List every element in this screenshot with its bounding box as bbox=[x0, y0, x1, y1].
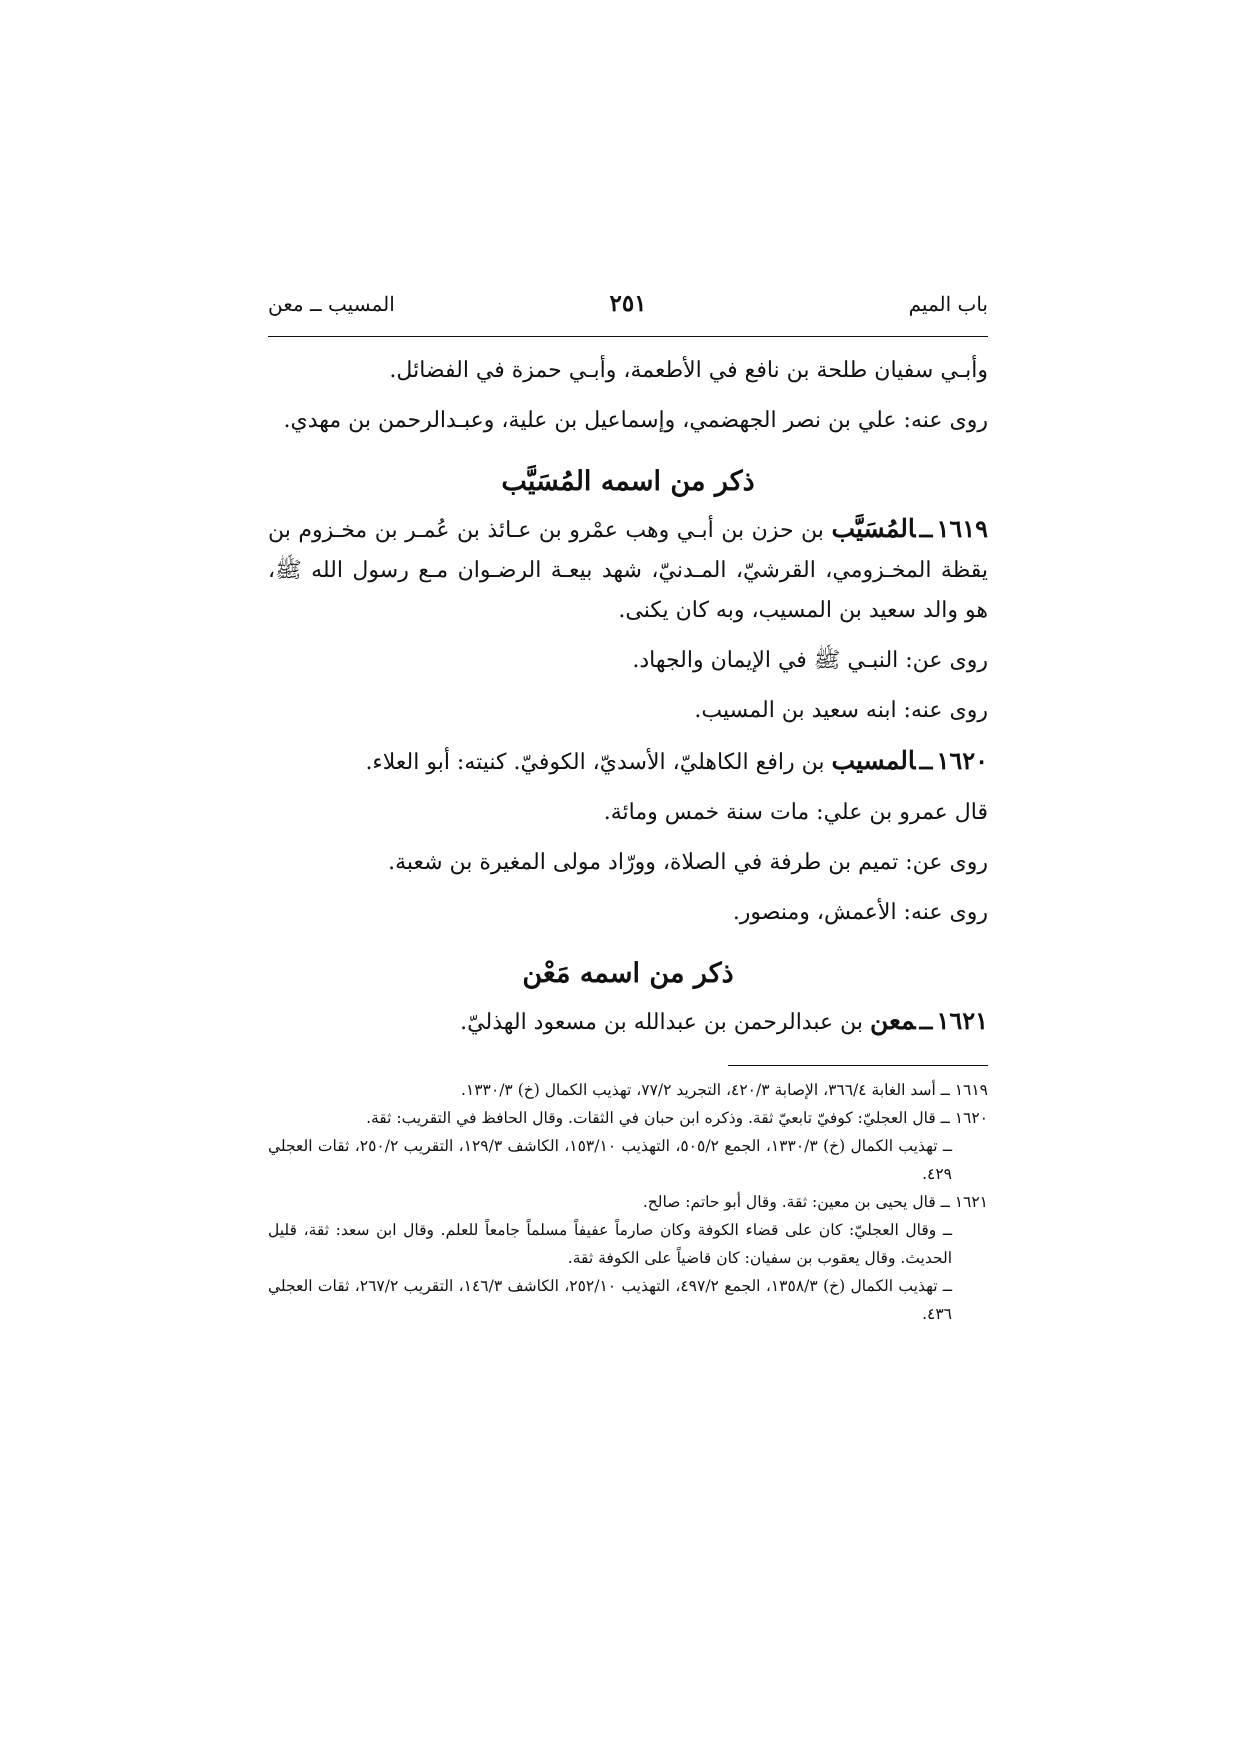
entry-name: معن bbox=[870, 1006, 916, 1035]
narrated-by: روى عنه: الأعمش، ومنصور. bbox=[732, 900, 988, 925]
narrated-from: روى عن: تميم بن طرفة في الصلاة، وورّاد مولى المغيرة بن شعبة. bbox=[388, 850, 988, 875]
entry-number: ١٦١٩ bbox=[936, 514, 988, 543]
paragraph: وأبـي سفيان طلحة بن نافع في الأطعمة، وأبـي حمزة في الفضائل. bbox=[389, 358, 988, 383]
entry-text: بن عبدالرحمن بن عبدالله بن مسعود الهذليّ. bbox=[460, 1010, 863, 1035]
page-number: ٢٥١ bbox=[609, 290, 647, 317]
footnote-rule bbox=[728, 1065, 988, 1066]
entry-number: ١٦٢٠ bbox=[936, 746, 988, 775]
entry-range: المسيب ــ معن bbox=[268, 292, 395, 316]
footnote: ١٦١٩ ــ أسد الغابة ٣٦٦/٤، الإصابة ٤٢٠/٣، التجريد ٧٧/٢، تهذيب الكمال (خ) ١٣٣٠/٣. bbox=[460, 1081, 988, 1099]
footnote: ١٦٢١ ــ قال يحيى بن معين: ثقة. وقال أبو حاتم: صالح. bbox=[642, 1193, 988, 1211]
death-note: قال عمرو بن علي: مات سنة خمس ومائة. bbox=[603, 800, 988, 825]
book-page bbox=[268, 290, 988, 1328]
section-title: ذكر من اسمه مَعْن bbox=[522, 958, 734, 989]
footnote-continuation: ــ تهذيب الكمال (خ) ١٣٥٨/٣، الجمع ٤٩٧/٢، التهذيب ٢٥٢/١٠، الكاشف ١٤٦/٣، التقريب ٢٦٧/٢، ثقات العجلي ٤٣٦. bbox=[268, 1277, 952, 1323]
header-rule bbox=[268, 336, 988, 337]
entry-name: المُسَيَّب bbox=[831, 514, 916, 543]
entry-number: ١٦٢١ bbox=[936, 1006, 988, 1035]
paragraph: روى عنه: علي بن نصر الجهضمي، وإسماعيل بن علية، وعبـدالرحمن بن مهدي. bbox=[283, 408, 988, 433]
dash-separator: ــ bbox=[919, 1009, 933, 1035]
footnote-continuation: ــ تهذيب الكمال (خ) ١٣٣٠/٣، الجمع ٥٠٥/٢، التهذيب ١٥٣/١٠، الكاشف ١٢٩/٣، التقريب ٢٥٠/٢، ثقات العجلي ٤٢٩. bbox=[268, 1137, 952, 1183]
dash-separator: ــ bbox=[919, 517, 933, 543]
narrated-from: روى عن: النبـي ﷺ في الإيمان والجهاد. bbox=[632, 648, 988, 673]
dash-separator: ــ bbox=[919, 749, 933, 775]
entry-text: بن حزن بن أبـي وهب عمْرو بن عـائذ بن عُمـر بن مخـزوم بن يقظة المخـزومي، القرشيّ، المـدنيّ، شهد بيعـة الرضـوان مـع رسول الله ﷺ، هو والد سعيد بن المسيب، وبه كان يكنى. bbox=[268, 518, 988, 623]
narrated-by: روى عنه: ابنه سعيد بن المسيب. bbox=[694, 698, 988, 723]
entry-name: المسيب bbox=[831, 746, 916, 775]
chapter-heading: باب الميم bbox=[908, 292, 988, 316]
footnote-continuation: ــ وقال العجليّ: كان على قضاء الكوفة وكان صارماً عفيفاً مسلماً جامعاً للعلم. وقال ابن سعد: ثقة، قليل الحديث. وقال يعقوب بن سفيان: كان قاضياً على الكوفة ثقة. bbox=[268, 1221, 952, 1267]
page-header bbox=[268, 290, 988, 330]
entry-1619 bbox=[268, 509, 988, 631]
entry-text: بن رافع الكاهليّ، الأسديّ، الكوفيّ. كنيته: أبو العلاء. bbox=[365, 750, 825, 775]
entry-1621 bbox=[268, 1001, 988, 1043]
section-title: ذكر من اسمه المُسَيَّب bbox=[501, 466, 755, 497]
main-text bbox=[268, 351, 988, 1043]
entry-1620 bbox=[268, 741, 988, 783]
footnote: ١٦٢٠ ــ قال العجليّ: كوفيّ تابعيّ ثقة. وذكره ابن حبان في الثقات. وقال الحافظ في التقريب: ثقة. bbox=[366, 1109, 988, 1127]
footnotes bbox=[268, 1076, 988, 1328]
